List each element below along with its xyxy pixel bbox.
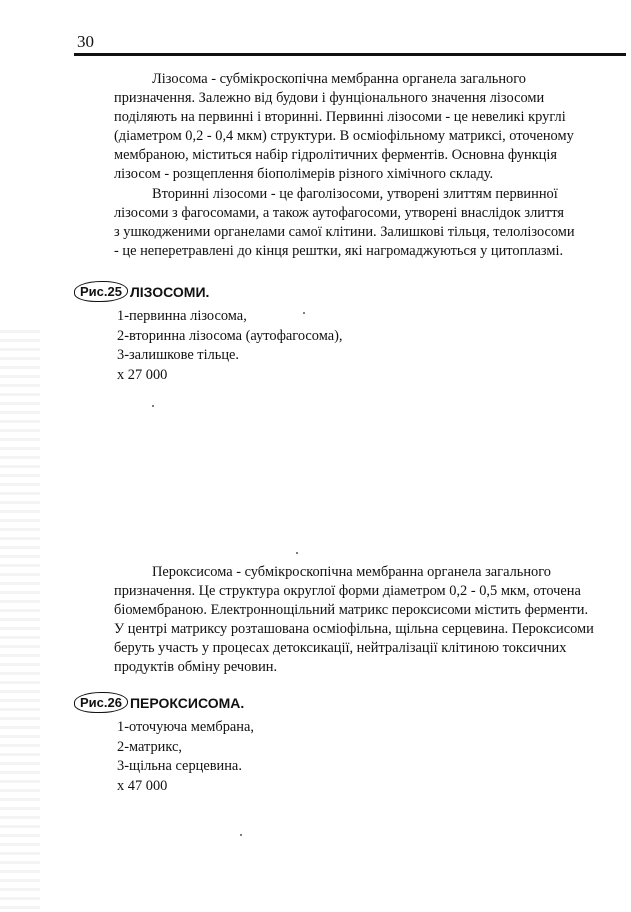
legend-item: 3-щільна серцевина.	[117, 758, 242, 774]
figure-label: Рис.26	[74, 692, 128, 713]
scan-edge-artifact	[0, 330, 40, 910]
text-line: (діаметром 0,2 - 0,4 мкм) структури. В осміофільному матриксі, оточеному	[114, 128, 574, 144]
text-line: - це неперетравлені до кінця рештки, які нагромаджуються у цитоплазмі.	[114, 243, 564, 259]
figure-title: ЛІЗОСОМИ.	[129, 283, 210, 300]
paragraph-lysosome-1	[76, 70, 626, 184]
legend-item: 1-первинна лізосома,	[117, 308, 247, 324]
text-line: з ушкодженими органелами самої клітини. Залишкові тільця, телолізосоми	[114, 224, 575, 240]
text-line: мембраною, міститься набір гідролітичних ферментів. Основна функція	[114, 147, 558, 163]
legend-item: 2-вторинна лізосома (аутофагосома),	[117, 327, 343, 344]
legend-item: 3-залишкове тільце.	[117, 347, 240, 363]
text-line: призначення. Це структура округлої форми діаметром 0,2 - 0,5 мкм, оточена	[114, 583, 581, 599]
text-line: беруть участь у процесах детоксикації, нейтралізації клітиною токсичних	[114, 640, 567, 656]
text-line: У центрі матриксу розташована осміофільна, щільна серцевина. Пероксисоми	[114, 621, 594, 637]
text-line: лізосом - розщеплення біополімерів різного хімічного складу.	[114, 166, 494, 182]
text-line: Вторинні лізосоми - це фаголізосоми, утворені злиттям первинної	[152, 186, 558, 202]
scan-speck	[152, 405, 154, 407]
figure-legend	[117, 307, 342, 385]
figure-caption	[74, 281, 209, 302]
scan-speck	[303, 312, 305, 314]
header-rule	[74, 53, 626, 56]
text-line: Пероксисома - субмікроскопічна мембранна органела загального	[152, 564, 551, 580]
text-line: продуктів обміну речовин.	[114, 659, 278, 675]
scan-speck	[296, 552, 298, 554]
text-line: лізосоми з фагосомами, а також аутофагосоми, утворені внаслідок злиття	[114, 205, 564, 221]
paragraph-peroxisome	[76, 563, 626, 677]
paragraph-lysosome-2	[76, 185, 626, 261]
figure-legend	[117, 718, 254, 796]
figure-title: ПЕРОКСИСОМА.	[129, 694, 245, 711]
text-line: Лізосома - субмікроскопічна мембранна органела загального	[152, 71, 526, 87]
scan-speck	[240, 834, 242, 836]
text-line: біомембраною. Електроннощільний матрикс пероксисоми містить ферменти.	[114, 602, 589, 618]
magnification: х 27 000	[117, 366, 168, 383]
legend-item: 2-матрикс,	[117, 738, 182, 755]
text-line: призначення. Залежно від будови і фунціонального значення лізосоми	[114, 90, 545, 106]
text-line: поділяють на первинні і вторинні. Первинні лізосоми - це невеликі круглі	[114, 109, 566, 125]
legend-item: 1-оточуюча мембрана,	[117, 719, 254, 735]
magnification: х 47 000	[117, 777, 168, 794]
page-number: 30	[77, 32, 94, 51]
figure-caption	[74, 692, 244, 713]
figure-label: Рис.25	[74, 281, 128, 302]
